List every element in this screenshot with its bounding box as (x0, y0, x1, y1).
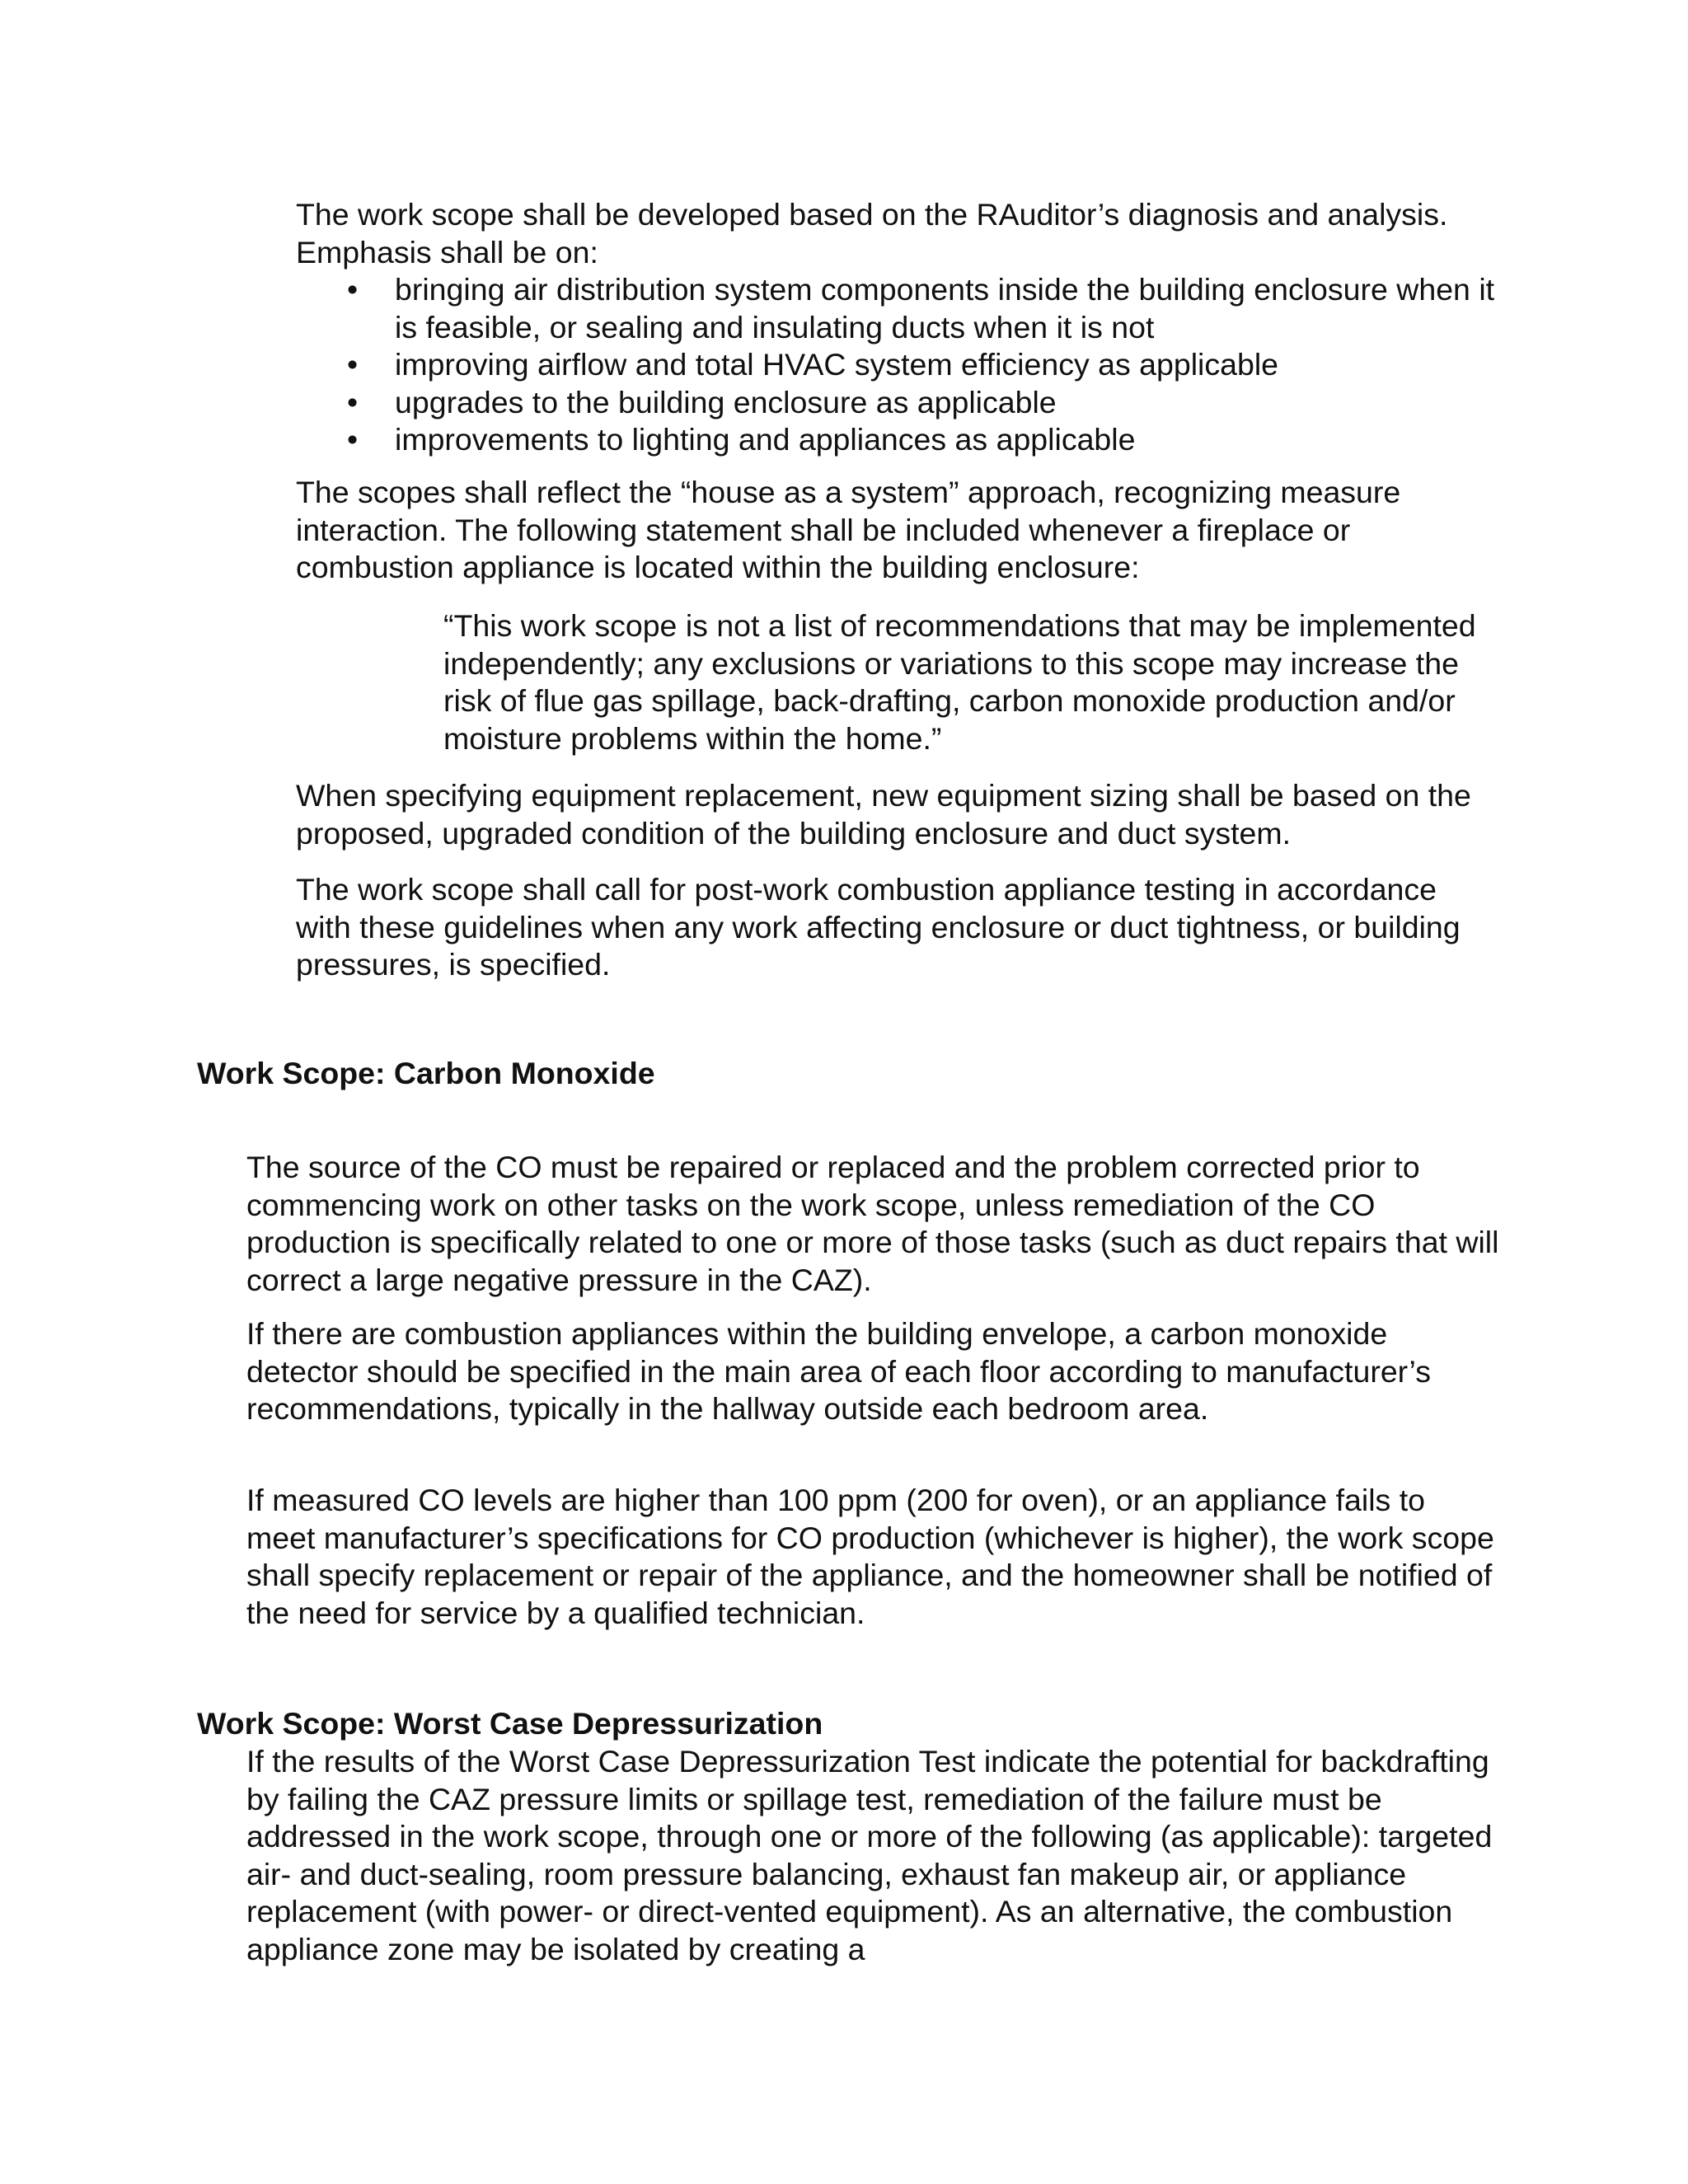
bullet-icon: • (347, 384, 359, 419)
section-heading-carbon-monoxide: Work Scope: Carbon Monoxide (197, 1056, 655, 1090)
co-paragraph-1: The source of the CO must be repaired or replaced and the problem corrected prior to commencing work on other tasks on the work scope, unless remediation of the CO production is specifically related to one or more of those tasks (such as duct repairs that will correct a large negative pressure in the CAZ). (246, 1150, 1499, 1297)
bullet-item: • bringing air distribution system components inside the building enclosure when it is feasible, or sealing and insulating ducts when it is not (347, 272, 1495, 344)
intro-paragraph-3: When specifying equipment replacement, new equipment sizing shall be based on the proposed, upgraded condition of the building enclosure and duct system. (296, 778, 1471, 851)
intro-paragraph-1: The work scope shall be developed based on the RAuditor’s diagnosis and analysis. Emphasis shall be on: (296, 197, 1448, 269)
bullet-icon: • (347, 422, 359, 457)
co-paragraph-3: If measured CO levels are higher than 100 ppm (200 for oven), or an appliance fails to meet manufacturer’s specifications for CO production (whichever is higher), the work scope shall specify replacement or repair of the appliance, and the homeowner shall be notified of the need for service by a qualified technician. (246, 1483, 1494, 1630)
emphasis-bullet-list (296, 271, 1499, 459)
section-heading-worst-case-depressurization: Work Scope: Worst Case Depressurization (197, 1706, 823, 1741)
bullet-item: • improving airflow and total HVAC system efficiency as applicable (296, 346, 1499, 384)
bullet-item: • improvements to lighting and appliances as applicable (296, 421, 1499, 459)
bullet-icon: • (347, 272, 359, 307)
bullet-item: • upgrades to the building enclosure as applicable (296, 384, 1499, 422)
depressurization-paragraph-1: If the results of the Worst Case Depressurization Test indicate the potential for backdrafting by failing the CAZ pressure limits or spillage test, remediation of the failure must be addressed in the work scope, through one or more of the following (as applicable): targeted air- and duct-sealing, room pressure balancing, exhaust fan makeup air, or appliance replacement (with power- or direct-vented equipment). As an alternative, the combustion appliance zone may be isolated by creating a (246, 1744, 1493, 1966)
co-paragraph-2: If there are combustion appliances within the building envelope, a carbon monoxide detector should be specified in the main area of each floor according to manufacturer’s recommendations, typically in the hallway outside each bedroom area. (246, 1316, 1431, 1427)
intro-paragraph-4: The work scope shall call for post-work combustion appliance testing in accordance with these guidelines when any work affecting enclosure or duct tightness, or building pressures, is specified. (296, 872, 1461, 982)
bullet-icon: • (347, 347, 359, 382)
intro-paragraph-2: The scopes shall reflect the “house as a system” approach, recognizing measure interaction. The following statement shall be included whenever a fireplace or combustion appliance is located within the building enclosure: (296, 475, 1401, 585)
required-statement-quote: “This work scope is not a list of recommendations that may be implemented independently; any exclusions or variations to this scope may increase the risk of flue gas spillage, back-drafting, carbon monoxide production and/or moisture problems within the home.” (443, 608, 1476, 756)
